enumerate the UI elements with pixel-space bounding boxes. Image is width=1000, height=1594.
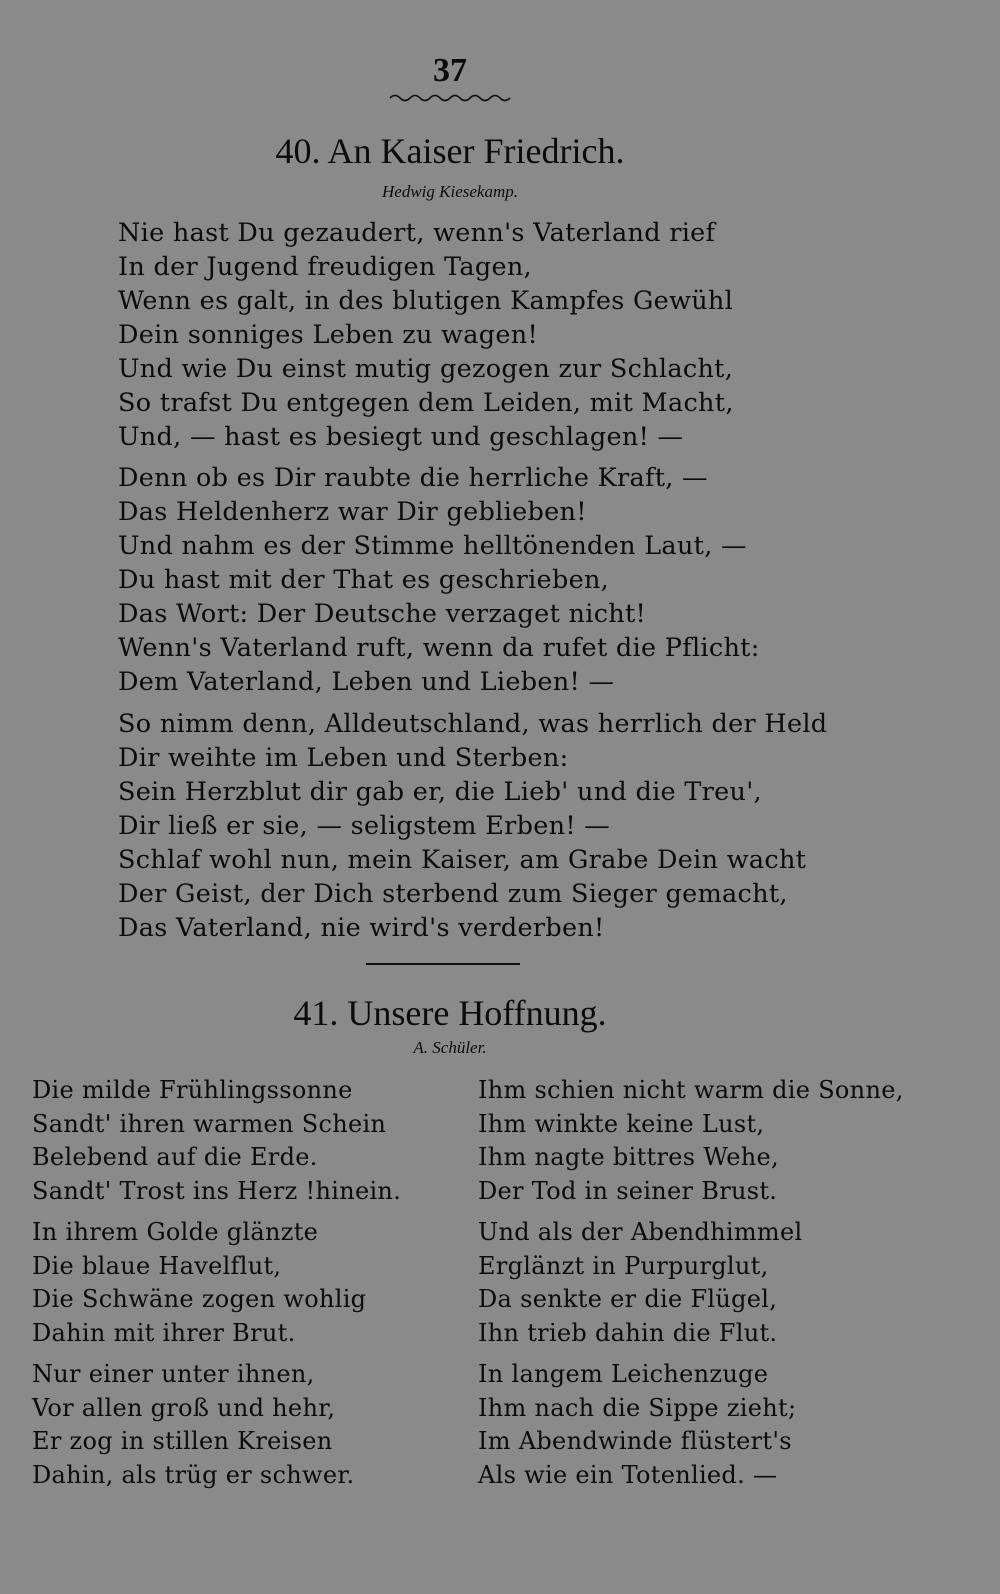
poem1-stanza-1 — [118, 216, 734, 454]
poem-line: Der Geist, der Dich sterbend zum Sieger gemacht, — [118, 879, 788, 909]
poem-line: Dahin mit ihrer Brut. — [32, 1318, 296, 1347]
poem-line: Er zog in stillen Kreisen — [32, 1427, 333, 1455]
poem-title-2: 41. Unsere Hoffnung. — [293, 993, 607, 1033]
poem-line: Dem Vaterland, Leben und Lieben! — — [118, 667, 615, 697]
poem-line: Nur einer unter ihnen, — [32, 1360, 315, 1388]
poem2-left-stanza-2 — [32, 1216, 366, 1350]
poem-line: Die milde Frühlingssonne — [32, 1076, 353, 1104]
poem1-stanza-2 — [118, 461, 760, 699]
poem-line: Die Schwäne zogen wohlig — [32, 1285, 367, 1313]
poem-line: Erglänzt in Purpurglut, — [478, 1251, 769, 1280]
poem-line: Das Heldenherz war Dir geblieben! — [118, 497, 587, 527]
poem-line: Im Abendwinde flüstert's — [478, 1427, 792, 1455]
poem-line: Ihn trieb dahin die Flut. — [478, 1318, 778, 1347]
poem-line: Ihm schien nicht warm die Sonne, — [478, 1076, 904, 1104]
poem-line: In ihrem Golde glänzte — [32, 1218, 319, 1246]
section-divider — [366, 963, 520, 965]
poem2-left-stanza-3 — [32, 1358, 354, 1492]
poem-line: Die blaue Havelflut, — [32, 1251, 282, 1280]
poem-line: Als wie ein Totenlied. — — [478, 1460, 778, 1489]
poem-line: Denn ob es Dir raubte die herrliche Kraft, — — [118, 463, 708, 493]
poem-line: Nie hast Du gezaudert, wenn's Vaterland rief — [118, 218, 716, 248]
poem-line: Und, — hast es besiegt und geschlagen! — — [118, 422, 684, 452]
poem-line: Dahin, als trüg er schwer. — [32, 1460, 355, 1489]
poem-line: Wenn es galt, in des blutigen Kampfes Gewühl — [118, 286, 734, 316]
poem-line: Und als der Abendhimmel — [478, 1218, 803, 1246]
poem-line: In langem Leichenzuge — [478, 1360, 769, 1388]
poem-line: Sandt' Trost ins Herz !hinein. — [32, 1176, 402, 1205]
poem2-right-stanza-3 — [478, 1358, 796, 1492]
poem-line: Schlaf wohl nun, mein Kaiser, am Grabe Dein wacht — [118, 845, 807, 875]
poem-line: So trafst Du entgegen dem Leiden, mit Macht, — [118, 388, 734, 418]
poem-line: Das Wort: Der Deutsche verzaget nicht! — [118, 599, 647, 629]
poem2-right-stanza-1 — [478, 1074, 904, 1208]
poem-line: Sein Herzblut dir gab er, die Lieb' und die Treu', — [118, 777, 762, 807]
poem-title-1: 40. An Kaiser Friedrich. — [275, 131, 625, 171]
poem-line: Belebend auf die Erde. — [32, 1143, 318, 1171]
wavy-ornament-icon — [388, 92, 512, 104]
poem-line: Da senkte er die Flügel, — [478, 1285, 778, 1313]
poem-author-1: Hedwig Kiesekamp. — [382, 182, 518, 201]
poem-line: Der Tod in seiner Brust. — [478, 1176, 778, 1205]
page-number: 37 — [433, 52, 467, 89]
poem-line: Du hast mit der That es geschrieben, — [118, 565, 610, 595]
poem-line: Ihm winkte keine Lust, — [478, 1109, 765, 1138]
poem-line: Vor allen groß und hehr, — [32, 1393, 336, 1422]
poem-line: Dir ließ er sie, — seligstem Erben! — — [118, 811, 611, 841]
poem-line: Und nahm es der Stimme helltönenden Laut, — — [118, 531, 747, 561]
poem-line: Das Vaterland, nie wird's verderben! — [118, 913, 605, 943]
poem-line: Sandt' ihren warmen Schein — [32, 1109, 387, 1138]
poem-line: Wenn's Vaterland ruft, wenn da rufet die Pflicht: — [118, 633, 760, 663]
poem-author-2: A. Schüler. — [413, 1038, 487, 1057]
poem-line: So nimm denn, Alldeutschland, was herrlich der Held — [118, 709, 828, 739]
poem-line: In der Jugend freudigen Tagen, — [118, 252, 532, 282]
poem2-left-stanza-1 — [32, 1074, 401, 1208]
poem-line: Dir weihte im Leben und Sterben: — [118, 743, 569, 773]
poem-line: Ihm nagte bittres Wehe, — [478, 1143, 779, 1171]
poem-line: Ihm nach die Sippe zieht; — [478, 1393, 797, 1422]
poem2-right-stanza-2 — [478, 1216, 802, 1350]
poem-line: Und wie Du einst mutig gezogen zur Schlacht, — [118, 354, 734, 384]
poem-line: Dein sonniges Leben zu wagen! — [118, 320, 539, 350]
poem1-stanza-3 — [118, 707, 827, 945]
